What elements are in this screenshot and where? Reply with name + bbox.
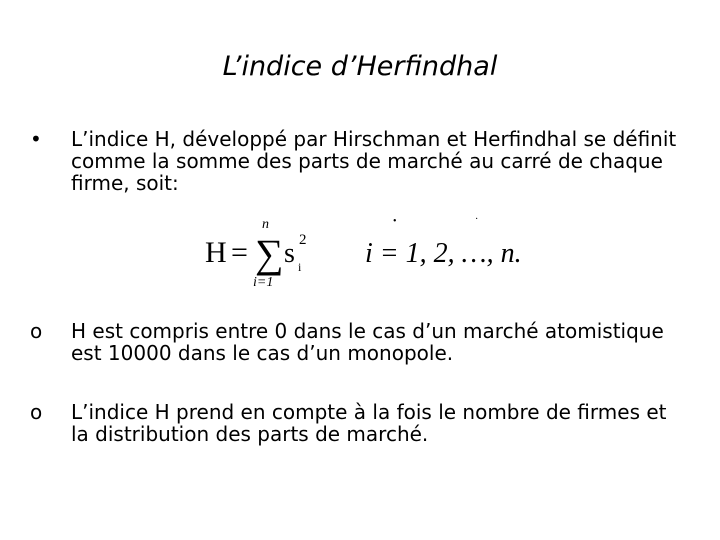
page-title: L’indice d’Herfindhal: [222, 51, 498, 82]
bullet-item: [30, 128, 680, 194]
formula-range: i = 1, 2, …, n.: [365, 238, 522, 269]
formula-lower-limit: i=1: [253, 275, 274, 290]
formula-term: s: [284, 238, 295, 269]
bullet-marker: •: [30, 127, 42, 151]
bullet-text: L’indice H, développé par Hirschman et Herfindhal se définit comme la somme des parts de marché au carré de chaque firme, soit:: [71, 127, 677, 195]
bullet-item: [30, 401, 680, 445]
formula-dot: •: [393, 216, 397, 227]
bullet-text: L’indice H prend en compte à la fois le nombre de firmes et la distribution des parts de marché.: [71, 400, 667, 446]
bullet-item: [30, 320, 680, 364]
herfindahl-formula: [205, 212, 522, 297]
formula-equals: =: [231, 236, 248, 269]
bullet-text: H est compris entre 0 dans le cas d’un marché atomistique est 10000 dans le cas d’un monopole.: [71, 319, 664, 365]
formula-sum-symbol: ∑: [255, 231, 284, 276]
formula-exponent: 2: [299, 232, 307, 248]
formula-dot: ·: [475, 214, 479, 225]
formula-subscript: i: [298, 260, 302, 274]
formula-lhs: H: [205, 236, 227, 269]
bullet-marker: o: [30, 319, 43, 343]
bullet-marker: o: [30, 400, 43, 424]
formula-upper-limit: n: [262, 217, 269, 232]
